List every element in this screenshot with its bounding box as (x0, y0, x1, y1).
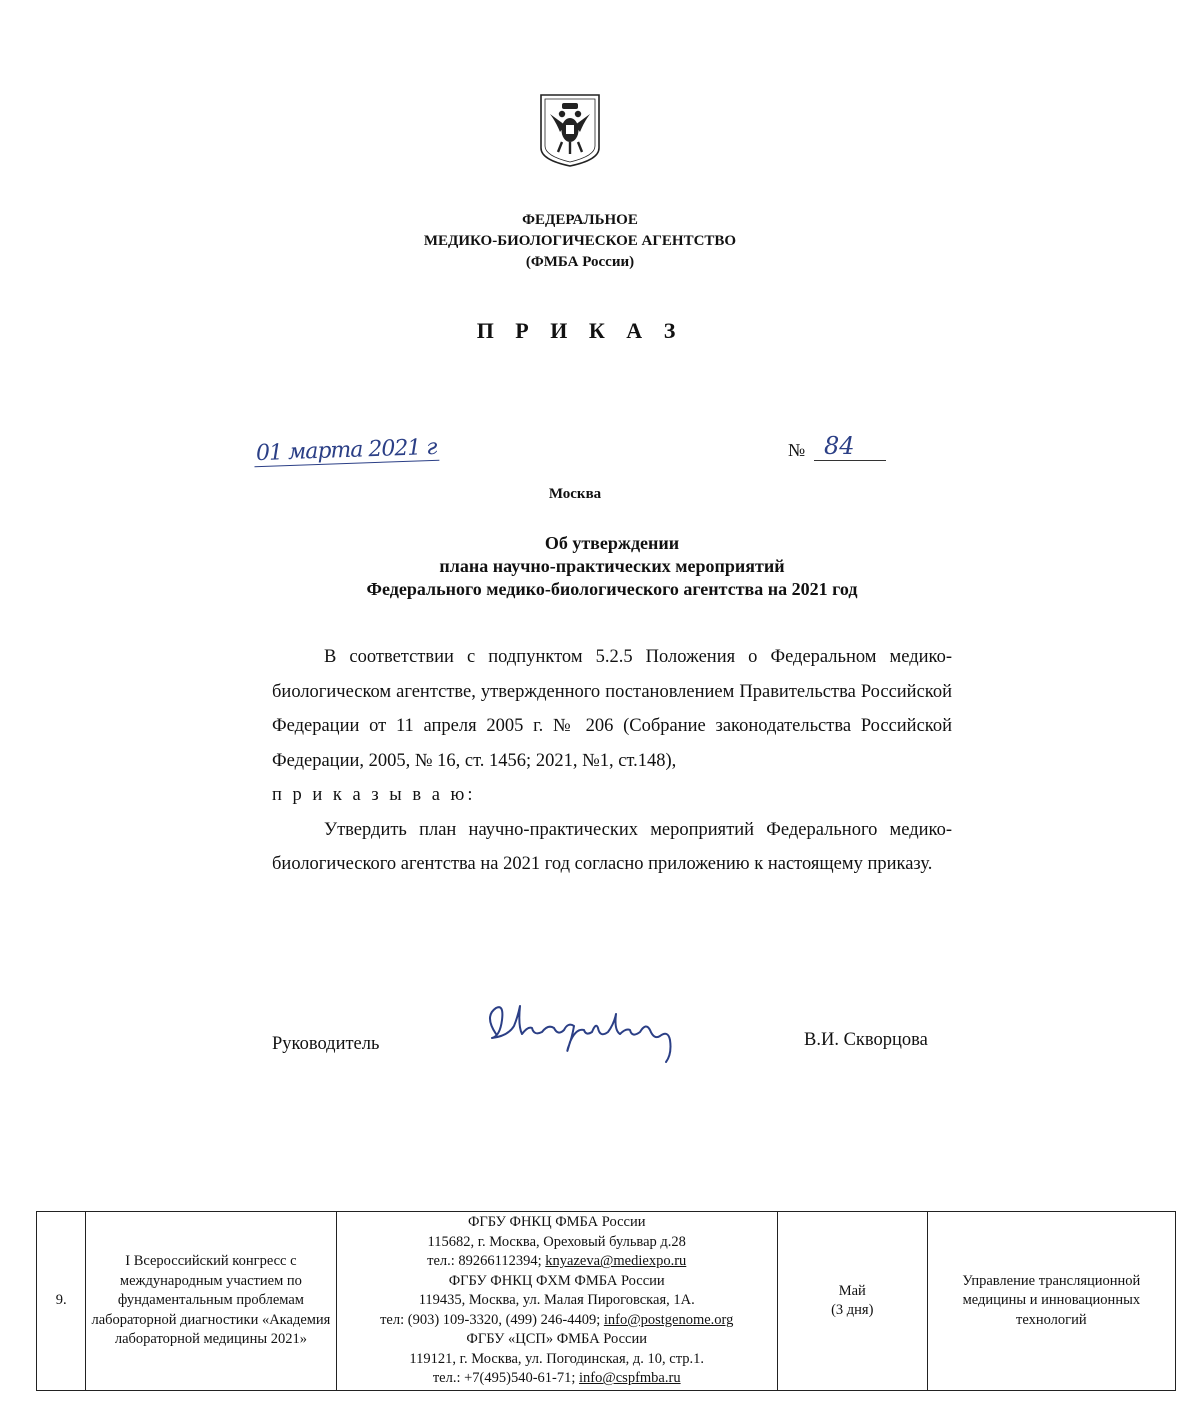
event-name: I Всероссийский конгресс с международным участием по фундаментальным проблемам лабораторной диагностики «Академия лабораторной медицины 2021» (86, 1212, 336, 1391)
organizer-line: 119121, г. Москва, ул. Погодинская, д. 10, стр.1. (409, 1350, 704, 1367)
organizer-line: ФГБУ ФНКЦ ФМБА России (467, 1214, 646, 1231)
table-row (37, 1212, 1176, 1391)
organizer-phone: тел.: 89266112394; (427, 1253, 546, 1270)
event-date (777, 1212, 927, 1391)
order-subject (270, 532, 954, 601)
handwritten-date: 01 марта 2021 г (254, 435, 439, 467)
agency-name (300, 210, 860, 273)
agency-line-2: МЕДИКО-БИОЛОГИЧЕСКОЕ АГЕНТСТВО (423, 233, 737, 249)
signatory-name: В.И. Скворцова (804, 1030, 928, 1050)
event-month: Май (838, 1282, 866, 1299)
number-underline (814, 460, 886, 461)
resolution-paragraph: Утвердить план научно-практических мероприятий Федерального медико-биологического агентства на 2021 год согласно приложению к настоящему приказу. (272, 819, 952, 874)
organizer-line: ФГБУ ФНКЦ ФХМ ФМБА России (448, 1272, 665, 1289)
organizer-contact-line (337, 1311, 777, 1331)
organizer-contact-line (337, 1252, 777, 1272)
order-body (272, 640, 952, 882)
organizer-contact-line (337, 1369, 777, 1389)
handwritten-number: 84 (824, 432, 855, 460)
order-word: п р и к а з ы в а ю: (272, 785, 476, 805)
row-number: 9. (37, 1212, 86, 1391)
responsible-department: Управление трансляционной медицины и инновационных технологий (927, 1212, 1175, 1391)
order-number (788, 432, 888, 462)
organizer-email-link[interactable]: info@postgenome.org (603, 1311, 734, 1328)
subject-line-2: плана научно-практических мероприятий (439, 556, 785, 576)
handwritten-signature (474, 996, 694, 1066)
number-label: № (788, 440, 806, 460)
subject-line-1: Об утверждении (544, 533, 680, 553)
organizer-line: ФГБУ «ЦСП» ФМБА России (466, 1331, 647, 1348)
organizer-line: 119435, Москва, ул. Малая Пироговская, 1А. (418, 1292, 695, 1309)
organizer-email-link[interactable]: knyazeva@mediexpo.ru (545, 1253, 687, 1270)
organizer-email-link[interactable]: info@cspfmba.ru (579, 1370, 681, 1387)
organizers (336, 1212, 777, 1391)
organizer-line: 115682, г. Москва, Ореховый бульвар д.28 (427, 1233, 686, 1250)
document-type: П Р И К А З (476, 318, 684, 343)
preamble-paragraph: В соответствии с подпунктом 5.2.5 Положения о Федеральном медико-биологическом агентстве, утвержденного постановлением Правительства Российской Федерации от 11 апреля 2005 г. № 206 (Собрание законодательства Российской Федерации, 2005, № 16, ст. 1456; 2021, №1, ст.148), (272, 647, 952, 771)
signatory-role: Руководитель (272, 1034, 380, 1054)
organizer-phone: тел: (903) 109-3320, (499) 246-4409; (380, 1311, 604, 1328)
city: Москва (548, 486, 602, 502)
event-duration: (3 дня) (831, 1302, 874, 1318)
events-plan-table (36, 1211, 1176, 1391)
agency-line-3: (ФМБА России) (525, 254, 635, 270)
agency-line-1: ФЕДЕРАЛЬНОЕ (522, 212, 638, 228)
subject-line-3: Федерального медико-биологического агентства на 2021 год (366, 579, 858, 599)
organizer-phone: тел.: +7(495)540-61-71; (432, 1370, 580, 1387)
coat-of-arms-icon (538, 92, 602, 168)
